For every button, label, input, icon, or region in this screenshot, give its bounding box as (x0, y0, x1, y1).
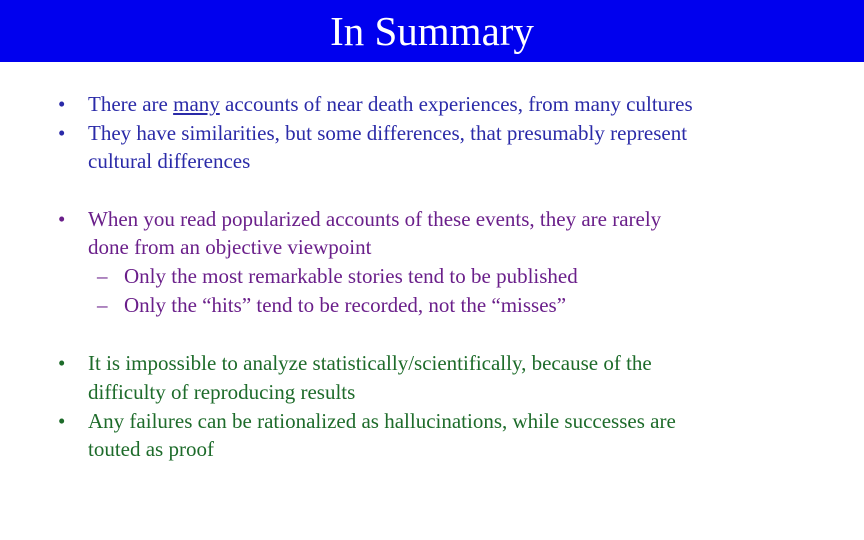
bullet-text-failures-line-2: touted as proof (88, 437, 214, 461)
bullet-text-impossible-line-2: difficulty of reproducing results (88, 380, 356, 404)
title-bar (0, 0, 864, 62)
text-suffix: accounts of near death experiences, from many cultures (219, 92, 693, 116)
bullet-text-popularized-line-2: done from an objective viewpoint (88, 235, 372, 259)
slide-title: In Summary (330, 8, 534, 54)
bullet-icon: • (58, 92, 66, 116)
sub-bullet-dash: – (97, 293, 108, 317)
bullet-text-similarities-line-1: They have similarities, but some differences, that presumably represent (88, 121, 688, 145)
sub-bullet-text-hits-misses: Only the “hits” tend to be recorded, not the “misses” (124, 293, 567, 317)
bullet-text-impossible-line-1: It is impossible to analyze statistically/scientifically, because of the (88, 351, 652, 375)
sub-bullet-text-remarkable-stories: Only the most remarkable stories tend to be published (124, 264, 578, 288)
bullet-text-many-accounts (88, 92, 693, 116)
bullet-icon: • (58, 121, 66, 145)
bullet-icon: • (58, 409, 66, 433)
bullet-text-failures-line-1: Any failures can be rationalized as hallucinations, while successes are (88, 409, 676, 433)
text-prefix: There are (88, 92, 174, 116)
bullet-text-similarities-line-2: cultural differences (88, 149, 251, 173)
bullet-icon: • (58, 351, 66, 375)
sub-bullet-dash: – (97, 264, 108, 288)
emphasis-many: many (173, 92, 220, 116)
bullet-icon: • (58, 207, 66, 231)
bullet-text-popularized-line-1: When you read popularized accounts of these events, they are rarely (88, 207, 662, 231)
